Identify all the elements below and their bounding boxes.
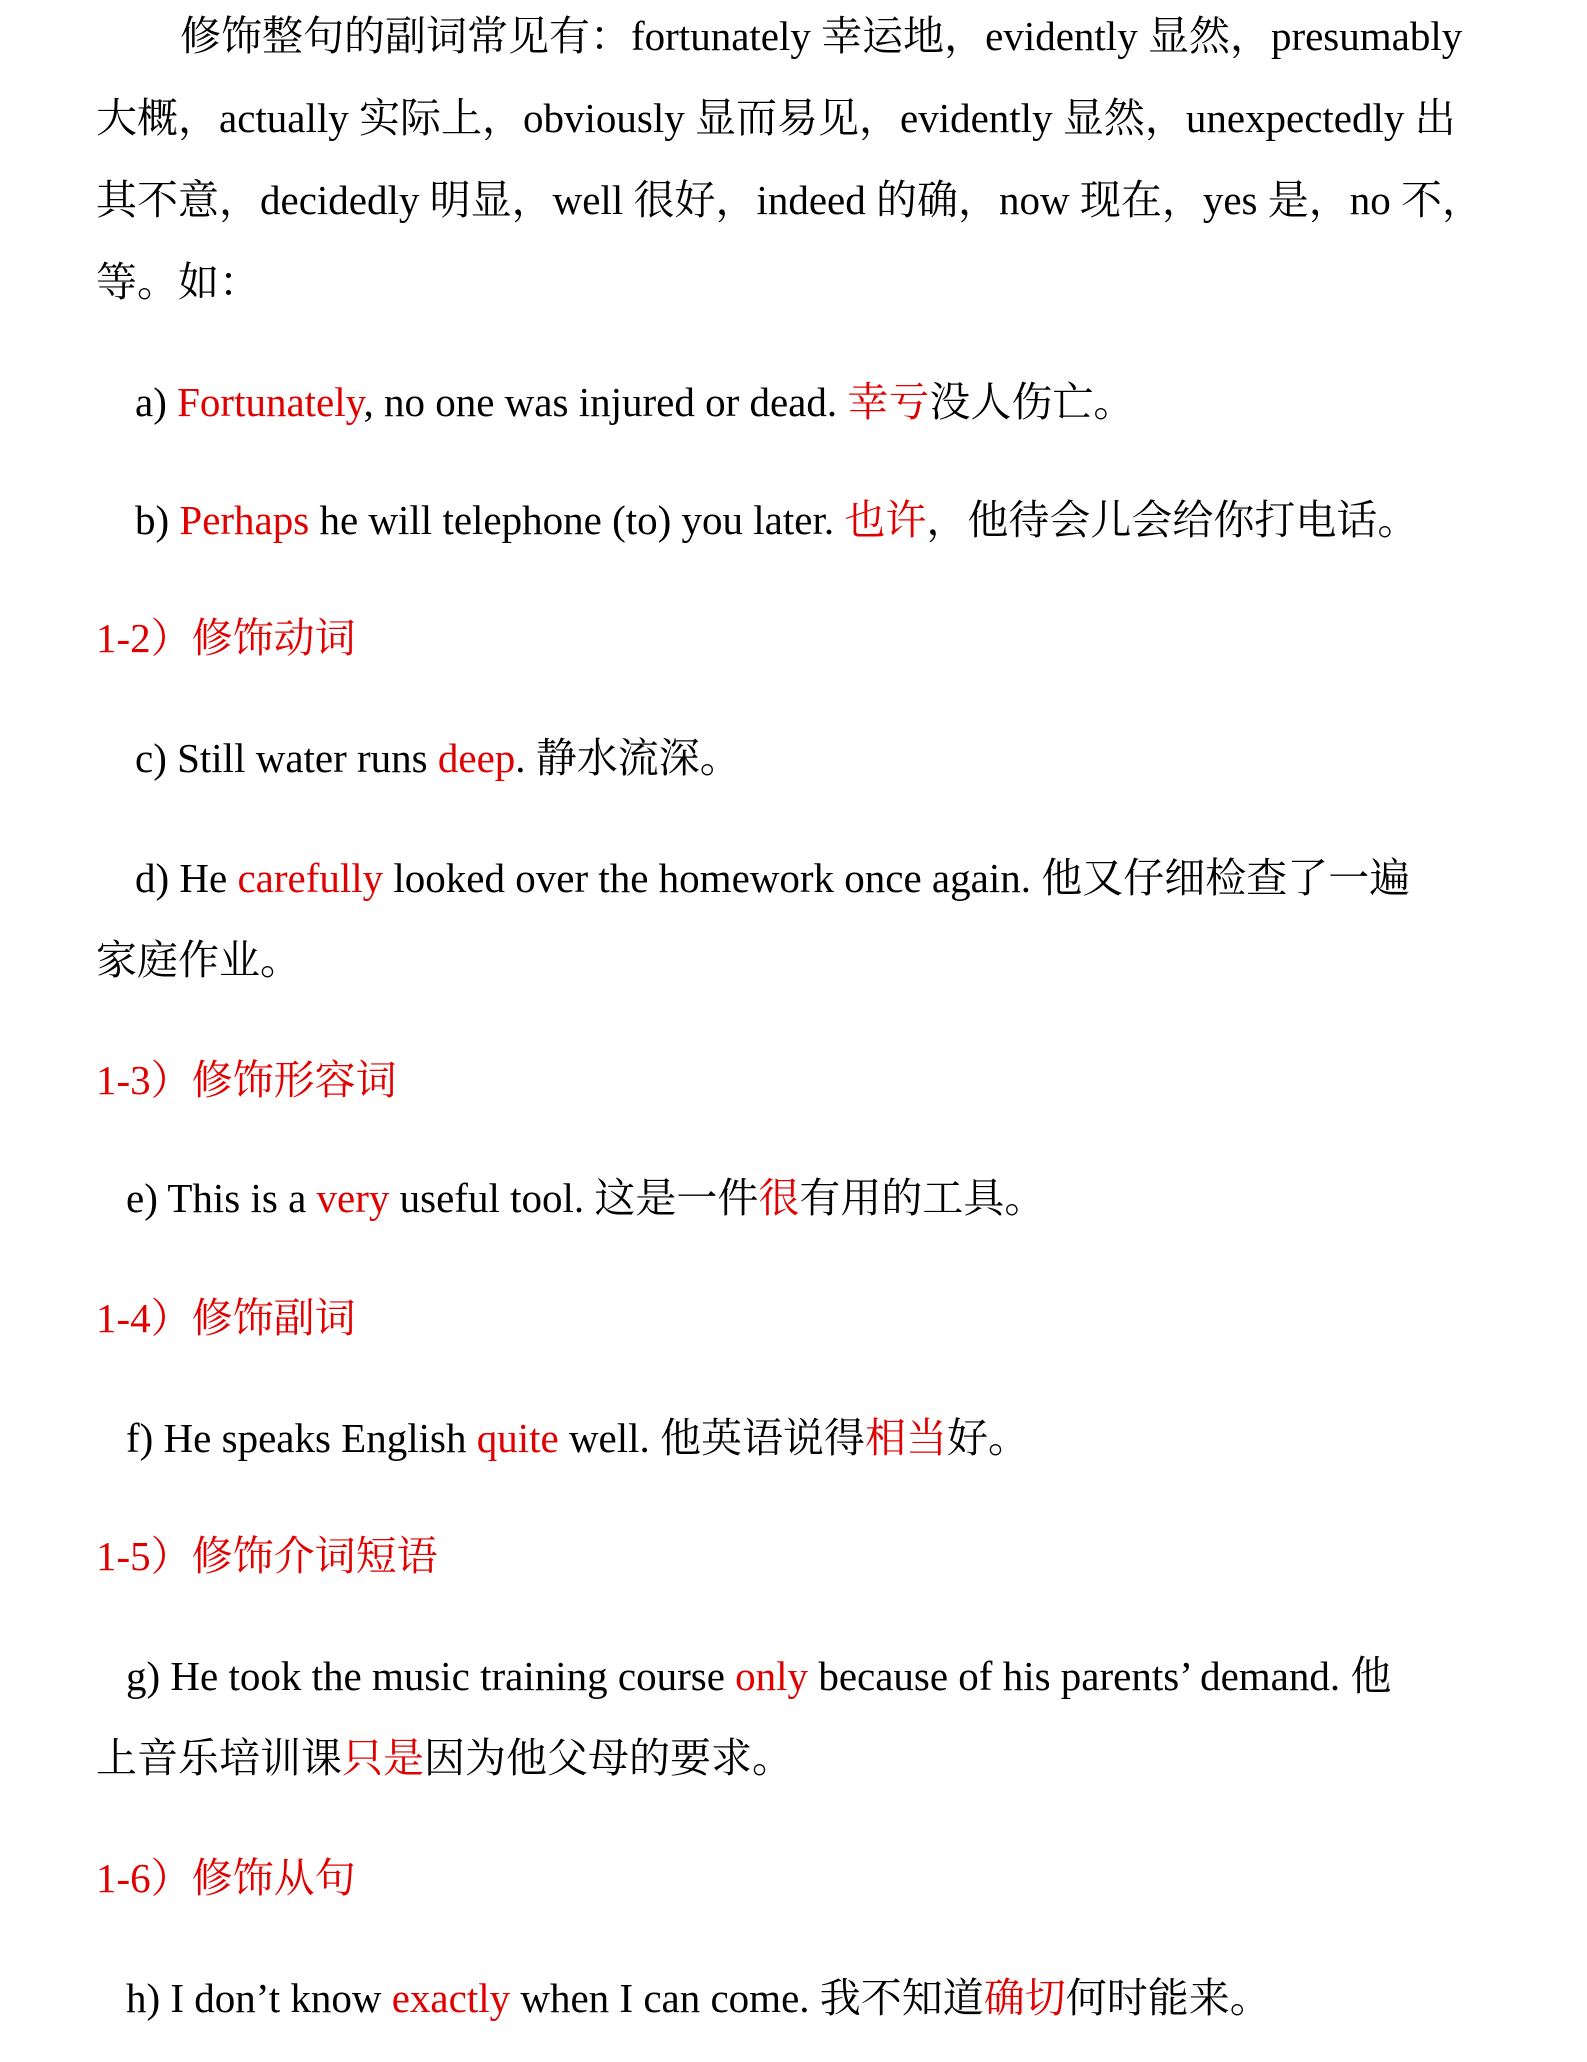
intro-line-2: 大概，actually 实际上，obviously 显而易见，evidently 显然，unexpectedly 出	[96, 95, 1456, 141]
example-d-highlight: carefully	[237, 855, 384, 901]
section-heading-1-3: 1-3）修饰形容词	[96, 1057, 397, 1103]
example-f-suffix: 好。	[947, 1415, 1030, 1461]
example-e	[126, 1172, 1045, 1224]
example-c-suffix: . 静水流深。	[515, 735, 741, 781]
example-a-highlight: Fortunately	[177, 379, 364, 425]
example-h	[126, 1972, 1271, 2024]
example-a-suffix: 没人伤亡。	[929, 379, 1135, 425]
example-g-cont-prefix: 上音乐培训课	[96, 1735, 342, 1781]
example-d-continuation: 家庭作业。	[96, 937, 301, 983]
example-g-highlight: only	[735, 1653, 809, 1699]
example-e-highlight-zh: 很	[758, 1175, 800, 1221]
example-a-prefix: a)	[135, 379, 178, 425]
intro-line-1: 修饰整句的副词常见有：fortunately 幸运地，evidently 显然，presumably	[180, 13, 1463, 59]
example-e-suffix: 有用的工具。	[799, 1175, 1046, 1221]
example-h-highlight: exactly	[391, 1975, 511, 2021]
example-e-middle: useful tool. 这是一件	[389, 1175, 759, 1221]
intro-line-3: 其不意，decidedly 明显，well 很好，indeed 的确，now 现在，yes 是，no 不，	[96, 177, 1484, 223]
example-h-middle: when I can come. 我不知道	[510, 1975, 984, 2021]
example-b-highlight: Perhaps	[179, 497, 310, 543]
example-d-suffix: looked over the homework once again. 他又仔细检查了一遍	[383, 855, 1411, 901]
example-f-highlight: quite	[476, 1415, 559, 1461]
section-heading-1-6: 1-6）修饰从句	[96, 1855, 356, 1901]
example-a-highlight-zh: 幸亏	[847, 379, 930, 425]
example-c-highlight: deep	[437, 735, 516, 781]
example-b-highlight-zh: 也许	[844, 497, 927, 543]
example-g-highlight-zh: 只是	[342, 1735, 424, 1781]
example-c	[135, 732, 741, 784]
example-b	[135, 494, 1418, 546]
section-heading-1-2: 1-2）修饰动词	[96, 615, 356, 661]
example-g-continuation	[96, 1732, 793, 1784]
example-g-suffix: because of his parents’ demand. 他	[808, 1653, 1392, 1699]
example-g-cont-suffix: 因为他父母的要求。	[424, 1735, 793, 1781]
section-heading-1-4: 1-4）修饰副词	[96, 1295, 356, 1341]
example-b-suffix: ，他待会儿会给你打电话。	[926, 497, 1419, 543]
example-c-prefix: c) Still water runs	[135, 735, 438, 781]
example-b-middle: he will telephone (to) you later.	[309, 497, 845, 543]
example-e-prefix: e) This is a	[126, 1175, 317, 1221]
intro-line-4: 等。如：	[96, 259, 260, 305]
example-h-suffix: 何时能来。	[1065, 1975, 1271, 2021]
example-h-prefix: h) I don’t know	[126, 1975, 392, 2021]
example-b-prefix: b)	[135, 497, 180, 543]
example-g-prefix: g) He took the music training course	[126, 1653, 736, 1699]
example-f-highlight-zh: 相当	[865, 1415, 948, 1461]
section-heading-1-5: 1-5）修饰介词短语	[96, 1533, 438, 1579]
example-a	[135, 376, 1134, 428]
example-f-prefix: f) He speaks English	[126, 1415, 477, 1461]
example-g	[126, 1650, 1391, 1702]
example-h-highlight-zh: 确切	[983, 1975, 1066, 2021]
example-d	[135, 852, 1410, 904]
example-d-prefix: d) He	[135, 855, 238, 901]
example-a-middle: , no one was injured or dead.	[363, 379, 848, 425]
example-f-middle: well. 他英语说得	[558, 1415, 866, 1461]
example-f	[126, 1412, 1029, 1464]
example-e-highlight: very	[316, 1175, 390, 1221]
